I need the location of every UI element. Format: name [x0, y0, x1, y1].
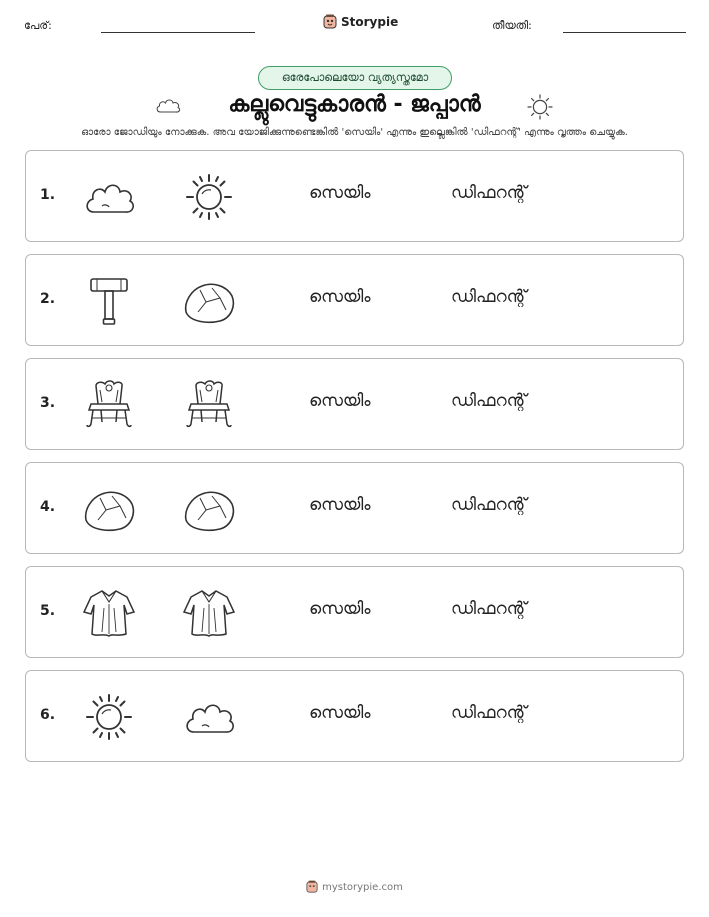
sun-icon	[182, 172, 236, 222]
same-option[interactable]: സെയിം	[309, 391, 371, 411]
category-badge: ഒരേപോലെയോ വ്യത്യസ്തമോ	[258, 66, 452, 90]
robe-icon	[82, 588, 136, 638]
question-row	[25, 358, 684, 450]
cloud-icon	[82, 172, 136, 222]
hammer-icon	[82, 276, 136, 326]
question-row	[25, 150, 684, 242]
name-label: പേര്:	[24, 19, 52, 32]
sun-icon	[525, 92, 555, 122]
cloud-icon	[182, 692, 236, 742]
different-option[interactable]: ഡിഫറന്റ്	[451, 599, 527, 619]
same-option[interactable]: സെയിം	[309, 703, 371, 723]
chair-icon	[182, 380, 236, 430]
question-row	[25, 670, 684, 762]
chair-icon	[82, 380, 136, 430]
same-option[interactable]: സെയിം	[309, 183, 371, 203]
date-line[interactable]	[563, 32, 686, 33]
question-number: 2.	[40, 291, 56, 307]
robe-icon	[182, 588, 236, 638]
different-option[interactable]: ഡിഫറന്റ്	[451, 391, 527, 411]
question-number: 1.	[40, 187, 56, 203]
brand-name: Storypie	[341, 15, 399, 29]
date-label: തീയതി:	[492, 19, 532, 32]
rock-icon	[82, 484, 136, 534]
sun-icon	[82, 692, 136, 742]
different-option[interactable]: ഡിഫറന്റ്	[451, 183, 527, 203]
brand-logo	[323, 14, 398, 30]
mascot-icon	[306, 880, 318, 894]
question-row	[25, 254, 684, 346]
different-option[interactable]: ഡിഫറന്റ്	[451, 287, 527, 307]
page-title: കല്ലുവെട്ടുകാരൻ - ജപ്പാൻ	[228, 92, 481, 117]
mascot-icon	[323, 14, 337, 30]
rock-icon	[182, 484, 236, 534]
name-line[interactable]	[101, 32, 255, 33]
question-number: 5.	[40, 603, 56, 619]
same-option[interactable]: സെയിം	[309, 287, 371, 307]
same-option[interactable]: സെയിം	[309, 495, 371, 515]
question-row	[25, 462, 684, 554]
question-number: 3.	[40, 395, 56, 411]
rock-icon	[182, 276, 236, 326]
different-option[interactable]: ഡിഫറന്റ്	[451, 703, 527, 723]
instructions: ഓരോ ജോഡിയും നോക്കുക. അവ യോജിക്കുന്നുണ്ടെങ്കിൽ 'സെയിം' എന്നും ഇല്ലെങ്കിൽ 'ഡിഫറന്റ്' എന്നും വൃത്തം ചെയ്യുക.	[81, 127, 628, 138]
same-option[interactable]: സെയിം	[309, 599, 371, 619]
footer	[0, 880, 709, 894]
question-row	[25, 566, 684, 658]
question-number: 6.	[40, 707, 56, 723]
different-option[interactable]: ഡിഫറന്റ്	[451, 495, 527, 515]
footer-url[interactable]: mystorypie.com	[322, 881, 403, 893]
question-number: 4.	[40, 499, 56, 515]
